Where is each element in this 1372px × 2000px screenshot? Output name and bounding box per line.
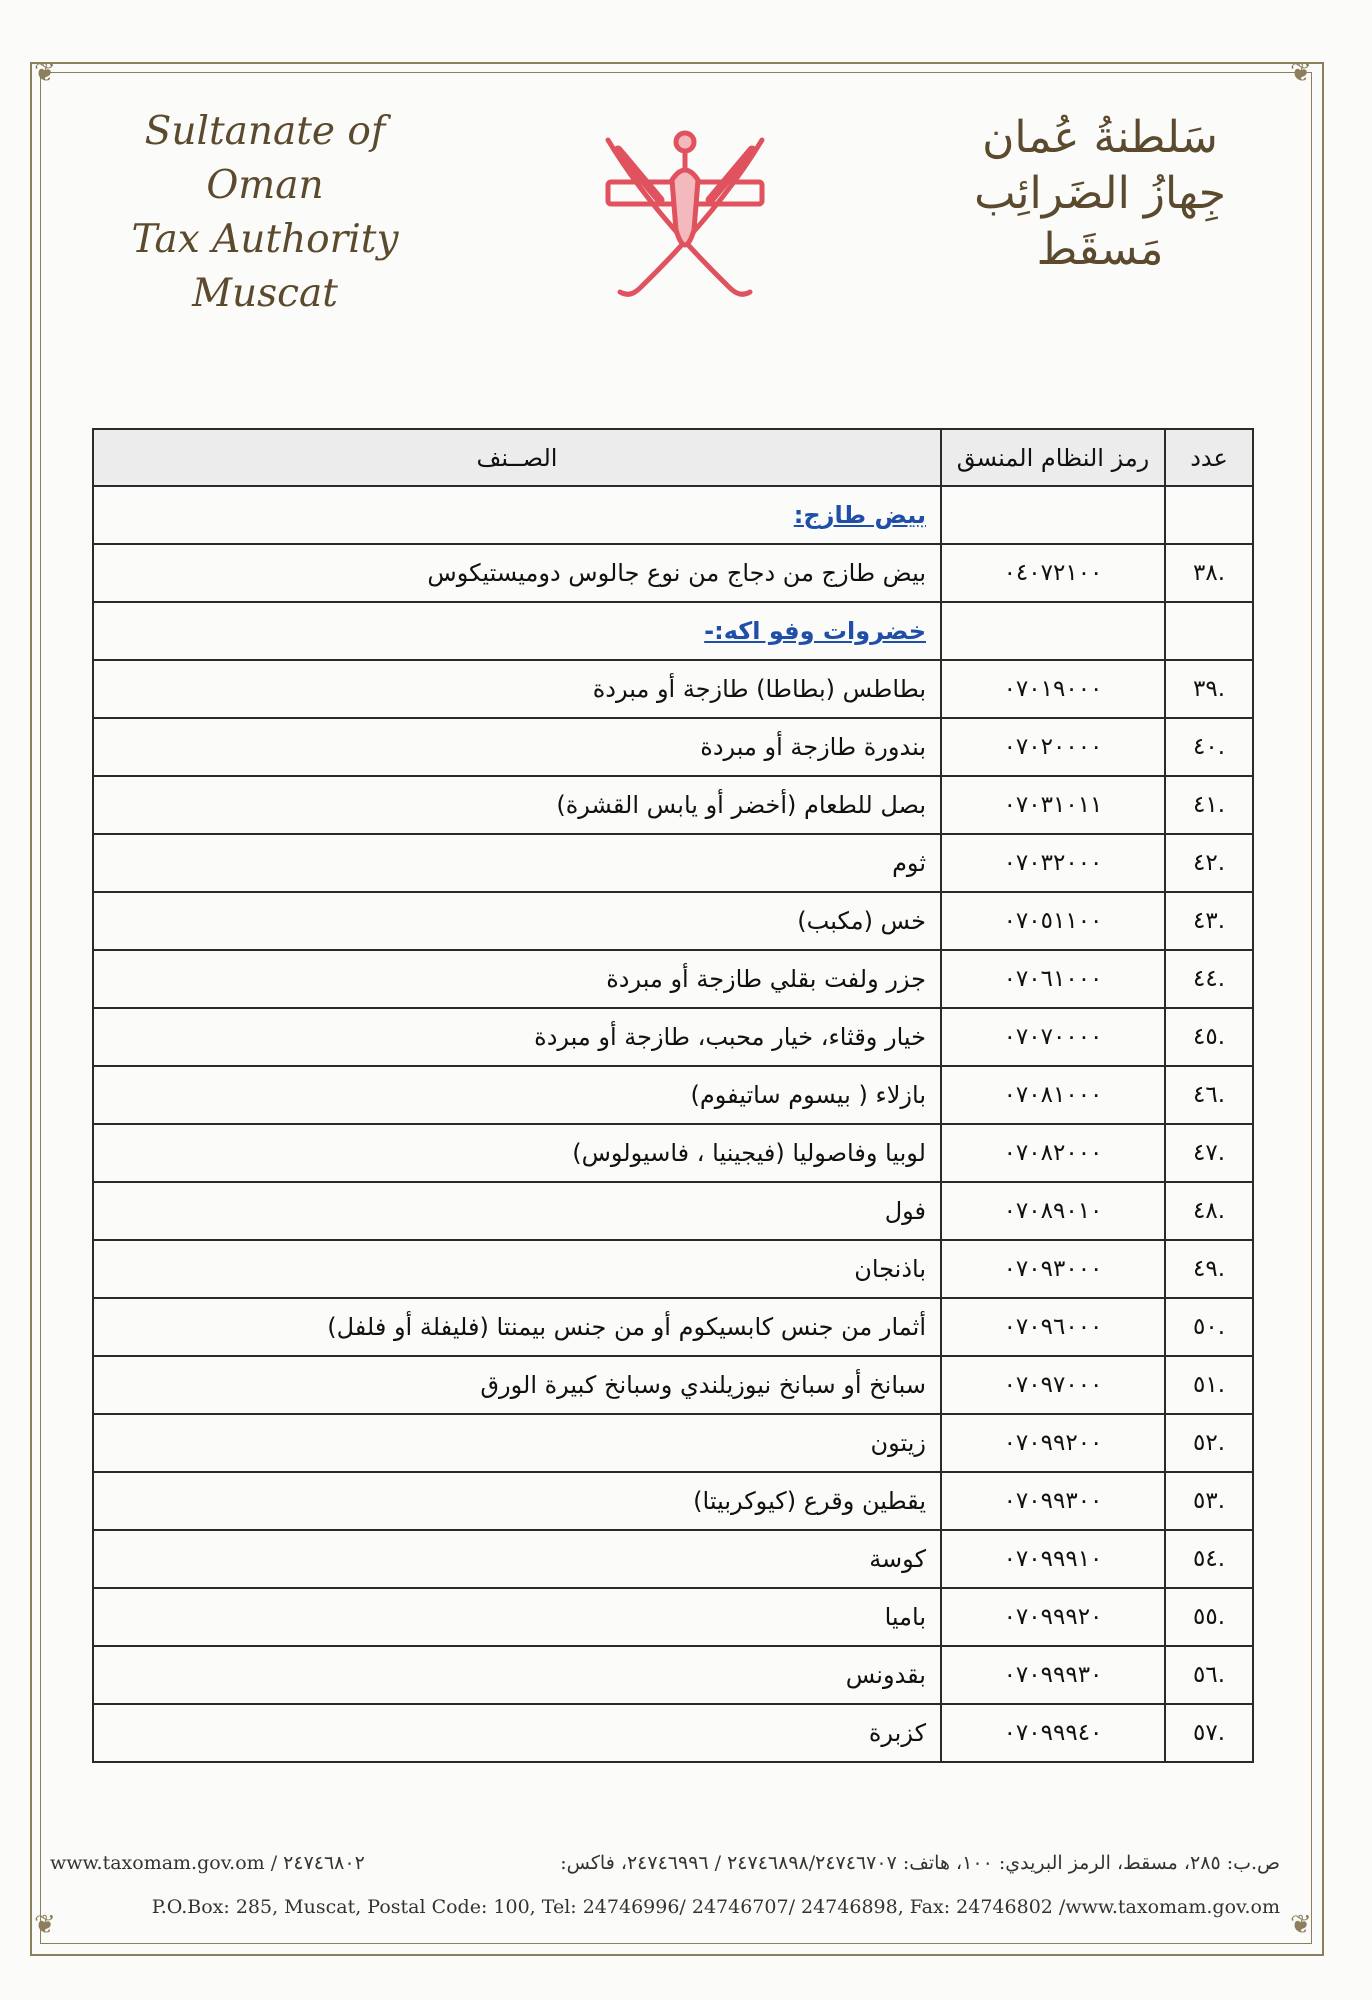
table-row <box>93 776 1253 834</box>
table-row <box>93 1588 1253 1646</box>
row-number: .٤٧ <box>1165 1124 1253 1182</box>
row-number: .٤٩ <box>1165 1240 1253 1298</box>
row-hs-code: ٠٧٠٩٣٠٠٠ <box>941 1240 1165 1298</box>
row-number: .٤٣ <box>1165 892 1253 950</box>
corner-ornament-bottom-left: ❦ <box>34 1910 56 1940</box>
letterhead-authority-ar: جِهازُ الضَرائِب <box>974 168 1226 219</box>
row-hs-code: ٠٧٠٩٩٩٣٠ <box>941 1646 1165 1704</box>
row-number: .٤٥ <box>1165 1008 1253 1066</box>
section-title: خضروات وفو اكه:- <box>704 617 926 645</box>
table-row <box>93 1472 1253 1530</box>
row-item: بطاطس (بطاطا) طازجة أو مبردة <box>93 660 941 718</box>
row-hs-code <box>941 602 1165 660</box>
table-body <box>93 486 1253 1762</box>
row-number: .٥٣ <box>1165 1472 1253 1530</box>
row-hs-code: ٠٧٠٣١٠١١ <box>941 776 1165 834</box>
row-hs-code: ٠٧٠٥١١٠٠ <box>941 892 1165 950</box>
row-hs-code: ٠٧٠٩٩٩١٠ <box>941 1530 1165 1588</box>
table-row <box>93 892 1253 950</box>
footer-website[interactable]: www.taxomam.gov.om / ٢٤٧٤٦٨٠٢ <box>50 1852 365 1874</box>
row-hs-code: ٠٧٠٩٩٩٢٠ <box>941 1588 1165 1646</box>
corner-ornament-top-right: ❦ <box>1290 58 1312 88</box>
section-header-row <box>93 602 1253 660</box>
table-row <box>93 718 1253 776</box>
row-number: .٣٨ <box>1165 544 1253 602</box>
goods-table <box>92 428 1254 1763</box>
row-item: فول <box>93 1182 941 1240</box>
table-header-row <box>93 429 1253 486</box>
row-item: باميا <box>93 1588 941 1646</box>
row-hs-code: ٠٧٠٧٠٠٠٠ <box>941 1008 1165 1066</box>
row-item: لوبيا وفاصوليا (فيجينيا ، فاسيولوس) <box>93 1124 941 1182</box>
footer-line-2: P.O.Box: 285, Muscat, Postal Code: 100, Tel: 24746996/ 24746707/ 24746898, Fax: 24746802 /www.taxomam.gov.om <box>151 1896 1280 1918</box>
row-number: .٥١ <box>1165 1356 1253 1414</box>
row-hs-code: ٠٧٠٢٠٠٠٠ <box>941 718 1165 776</box>
row-item: يقطين وقرع (كيوكربيتا) <box>93 1472 941 1530</box>
table-row <box>93 1124 1253 1182</box>
row-hs-code: ٠٧٠٩٧٠٠٠ <box>941 1356 1165 1414</box>
row-hs-code: ٠٧٠٩٩٢٠٠ <box>941 1414 1165 1472</box>
row-item: خس (مكبب) <box>93 892 941 950</box>
table-row <box>93 544 1253 602</box>
row-item: باذنجان <box>93 1240 941 1298</box>
row-number <box>1165 486 1253 544</box>
row-item: جزر ولفت بقلي طازجة أو مبردة <box>93 950 941 1008</box>
row-hs-code: ٠٤٠٧٢١٠٠ <box>941 544 1165 602</box>
row-hs-code: ٠٧٠٦١٠٠٠ <box>941 950 1165 1008</box>
table-row <box>93 1414 1253 1472</box>
row-hs-code: ٠٧٠٩٦٠٠٠ <box>941 1298 1165 1356</box>
letterhead-country: Sultanate of Oman <box>144 109 386 208</box>
row-hs-code: ٠٧٠٨١٠٠٠ <box>941 1066 1165 1124</box>
row-item: بازلاء ( بيسوم ساتيفوم) <box>93 1066 941 1124</box>
table-row <box>93 660 1253 718</box>
row-hs-code: ٠٧٠٨٩٠١٠ <box>941 1182 1165 1240</box>
letterhead-city: Muscat <box>192 271 338 316</box>
row-hs-code: ٠٧٠١٩٠٠٠ <box>941 660 1165 718</box>
row-item: زيتون <box>93 1414 941 1472</box>
row-number: .٤٢ <box>1165 834 1253 892</box>
row-item: سبانخ أو سبانخ نيوزيلندي وسبانخ كبيرة الورق <box>93 1356 941 1414</box>
row-item: أثمار من جنس كابسيكوم أو من جنس بيمنتا (فليفلة أو فلفل) <box>93 1298 941 1356</box>
arabic-letterhead <box>920 110 1280 278</box>
row-item: كزبرة <box>93 1704 941 1762</box>
table-row <box>93 1704 1253 1762</box>
row-number <box>1165 602 1253 660</box>
row-item: كوسة <box>93 1530 941 1588</box>
letterhead-country-ar: سَلطنةُ عُمان <box>982 112 1218 163</box>
row-number: .٥٥ <box>1165 1588 1253 1646</box>
table-row <box>93 1356 1253 1414</box>
footer-address-ar: ص.ب: ٢٨٥، مسقط، الرمز البريدي: ١٠٠، هاتف: ٢٤٧٤٦٨٩٨/٢٤٧٤٦٧٠٧ / ٢٤٧٤٦٩٩٦، فاكس: <box>560 1852 1280 1874</box>
row-section <box>93 486 941 544</box>
row-number: .٤٨ <box>1165 1182 1253 1240</box>
table-row <box>93 1240 1253 1298</box>
section-title: بيض طازج: <box>793 501 926 529</box>
row-item: بقدونس <box>93 1646 941 1704</box>
table-row <box>93 950 1253 1008</box>
letterhead-city-ar: مَسقَط <box>1036 224 1164 275</box>
row-number: .٥٢ <box>1165 1414 1253 1472</box>
table-row <box>93 1298 1253 1356</box>
table-row <box>93 1182 1253 1240</box>
section-header-row <box>93 486 1253 544</box>
corner-ornament-bottom-right: ❦ <box>1290 1910 1312 1940</box>
row-number: .٣٩ <box>1165 660 1253 718</box>
table-row <box>93 1008 1253 1066</box>
row-item: ثوم <box>93 834 941 892</box>
table-row <box>93 1646 1253 1704</box>
row-number: .٤٦ <box>1165 1066 1253 1124</box>
row-item: بصل للطعام (أخضر أو يابس القشرة) <box>93 776 941 834</box>
row-number: .٤٤ <box>1165 950 1253 1008</box>
row-number: .٤٠ <box>1165 718 1253 776</box>
row-hs-code: ٠٧٠٣٢٠٠٠ <box>941 834 1165 892</box>
table-row <box>93 1066 1253 1124</box>
header-hs-code: رمز النظام المنسق <box>941 429 1165 486</box>
row-hs-code: ٠٧٠٩٩٩٤٠ <box>941 1704 1165 1762</box>
english-letterhead <box>80 105 450 321</box>
row-hs-code: ٠٧٠٨٢٠٠٠ <box>941 1124 1165 1182</box>
table-row <box>93 834 1253 892</box>
letterhead-authority: Tax Authority <box>131 217 399 262</box>
row-section <box>93 602 941 660</box>
row-number: .٥٦ <box>1165 1646 1253 1704</box>
row-item: بيض طازج من دجاج من نوع جالوس دوميستيكوس <box>93 544 941 602</box>
row-number: .٥٧ <box>1165 1704 1253 1762</box>
row-item: خيار وقثاء، خيار محبب، طازجة أو مبردة <box>93 1008 941 1066</box>
row-hs-code <box>941 486 1165 544</box>
row-number: .٥٤ <box>1165 1530 1253 1588</box>
row-item: بندورة طازجة أو مبردة <box>93 718 941 776</box>
row-hs-code: ٠٧٠٩٩٣٠٠ <box>941 1472 1165 1530</box>
oman-emblem-icon <box>590 120 780 310</box>
header-number: عدد <box>1165 429 1253 486</box>
row-number: .٤١ <box>1165 776 1253 834</box>
header-item: الصــنف <box>93 429 941 486</box>
corner-ornament-top-left: ❦ <box>34 58 56 88</box>
table-row <box>93 1530 1253 1588</box>
row-number: .٥٠ <box>1165 1298 1253 1356</box>
